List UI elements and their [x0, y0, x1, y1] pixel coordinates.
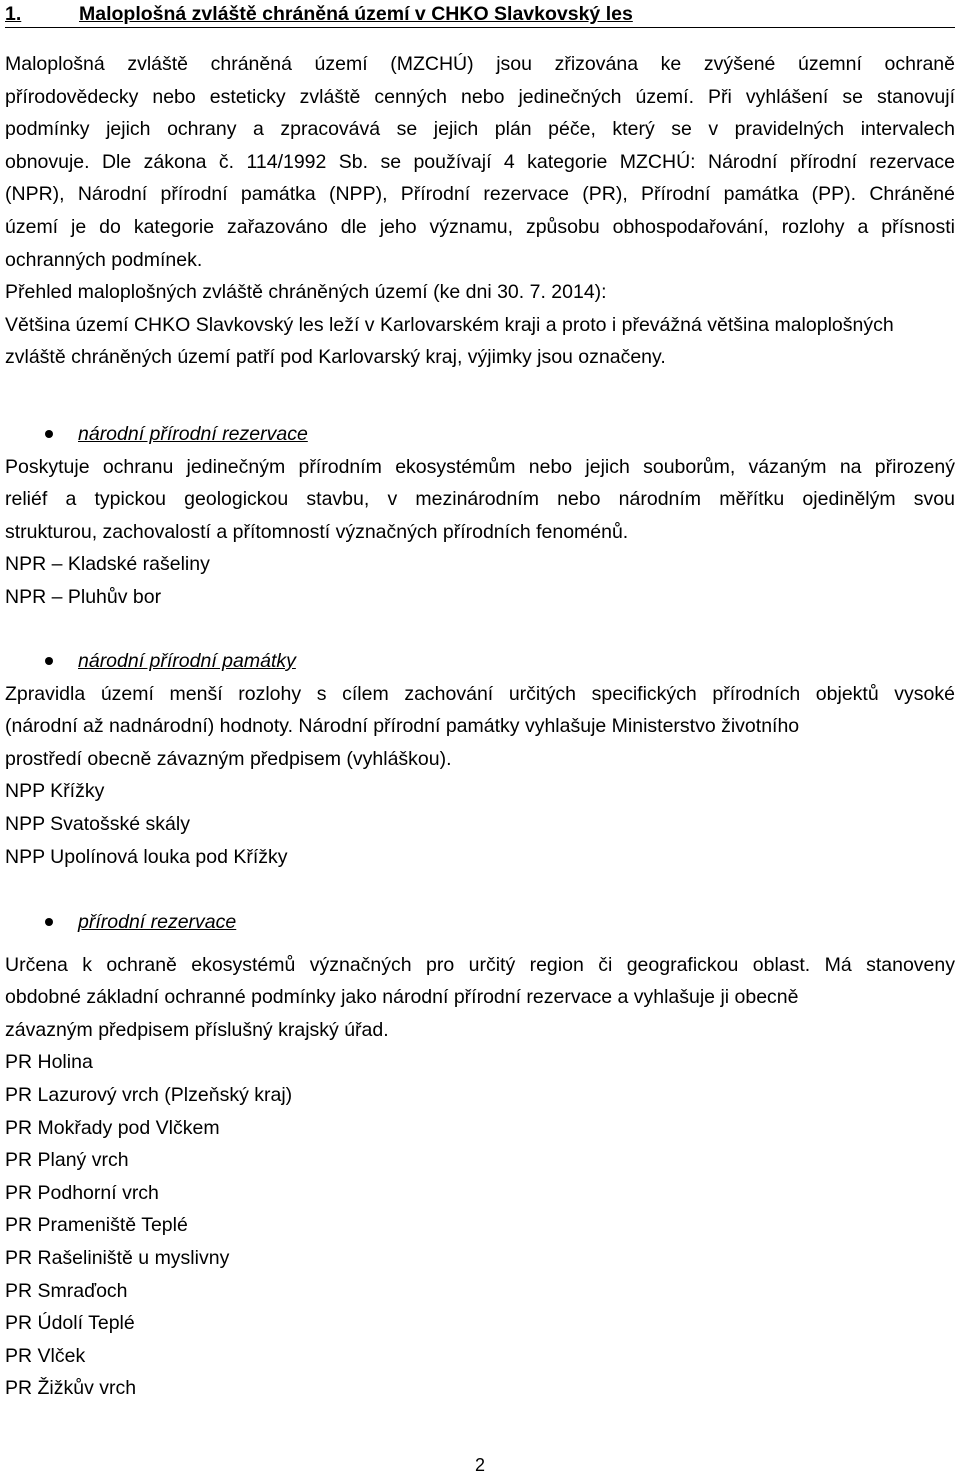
overview-line: Přehled maloplošných zvláště chráněných území (ke dni 30. 7. 2014):: [5, 281, 607, 304]
list-item: NPR – Pluhův bor: [5, 585, 162, 608]
list-item: PR Údolí Teplé: [5, 1312, 135, 1335]
section-title: [5, 418, 955, 451]
description-line: Zpravidla území menší rozlohy s cílem zachování určitých specifických přírodních objektů vysoké: [5, 682, 955, 705]
description-line: (národní až nadnárodní) hodnoty. Národní přírodní památky vyhlašuje Ministerstvo životního: [5, 715, 800, 738]
description-line: závazným předpisem příslušný krajský úřad.: [5, 1018, 389, 1041]
section-title-label: národní přírodní rezervace: [78, 423, 308, 445]
list-item: NPR – Kladské rašeliny: [5, 553, 210, 576]
list-item: PR Podhorní vrch: [5, 1181, 159, 1204]
heading-title: Maloplošná zvláště chráněná území v CHKO Slavkovský les: [79, 3, 633, 25]
section-title-label: národní přírodní památky: [78, 650, 296, 672]
section-heading: [5, 1, 955, 28]
note-line: Většina území CHKO Slavkovský les leží v Karlovarském kraji a proto i převážná většina maloplošných: [5, 313, 894, 336]
intro-line: ochranných podmínek.: [5, 248, 203, 271]
section-title: [5, 906, 955, 939]
list-item: NPP Svatošské skály: [5, 812, 190, 835]
list-item: PR Žižkův vrch: [5, 1377, 137, 1400]
list-item: PR Rašeliniště u myslivny: [5, 1246, 230, 1269]
intro-block: [5, 48, 955, 374]
description-line: obdobné základní ochranné podmínky jako národní přírodní rezervace a vyhlašuje ji obecně: [5, 986, 799, 1009]
list-item: PR Mokřady pod Vlčkem: [5, 1116, 220, 1139]
description-line: strukturou, zachovalostí a přítomností význačných přírodních fenoménů.: [5, 520, 629, 543]
section-npr: [5, 418, 955, 614]
bullet-icon: [45, 918, 53, 926]
list-item: NPP Křížky: [5, 780, 105, 803]
section-pr: [5, 906, 955, 1405]
list-item: PR Vlček: [5, 1344, 86, 1367]
heading-number: 1.: [5, 3, 22, 25]
description-line: prostředí obecně závazným předpisem (vyhláškou).: [5, 747, 452, 770]
bullet-icon: [45, 430, 53, 438]
list-item: NPP Upolínová louka pod Křížky: [5, 845, 288, 868]
section-npp: [5, 645, 955, 873]
intro-line: území je do kategorie zařazováno dle jeho významu, způsobu obhospodařování, rozlohy a přísnosti: [5, 215, 955, 238]
description-line: Určena k ochraně ekosystémů význačných pro určitý region či geografickou oblast. Má stanoveny: [5, 953, 955, 976]
intro-line: Maloplošná zvláště chráněná území (MZCHÚ) jsou zřizována ke zvýšené územní ochraně: [5, 53, 955, 75]
note-line: zvláště chráněných území patří pod Karlovarský kraj, výjimky jsou označeny.: [5, 346, 666, 369]
intro-line: podmínky jejich ochrany a zpracovává se jejich plán péče, který se v pravidelných intervalech: [5, 118, 955, 141]
section-title: [5, 645, 955, 678]
page-number: 2: [474, 1455, 485, 1475]
intro-line: (NPR), Národní přírodní památka (NPP), Přírodní rezervace (PR), Přírodní památka (PP). Chráněné: [5, 183, 955, 206]
intro-line: přírodovědecky nebo esteticky zvláště cenných nebo jedinečných území. Při vyhlášení se stanovují: [5, 85, 955, 108]
list-item: PR Lazurový vrch (Plzeňský kraj): [5, 1083, 293, 1106]
section-title-label: přírodní rezervace: [78, 911, 237, 933]
list-item: PR Holina: [5, 1051, 93, 1074]
description-line: reliéf a typickou geologickou stavbu, v mezinárodním nebo národním měřítku ojedinělým svou: [5, 488, 955, 511]
description-line: Poskytuje ochranu jedinečným přírodním ekosystémům nebo jejich souborům, vázaným na přirozený: [5, 455, 955, 478]
list-item: PR Planý vrch: [5, 1149, 129, 1172]
list-item: PR Smraďoch: [5, 1279, 128, 1302]
intro-line: obnovuje. Dle zákona č. 114/1992 Sb. se používají 4 kategorie MZCHÚ: Národní přírodní rezervace: [5, 150, 955, 173]
bullet-icon: [45, 657, 53, 665]
list-item: PR Prameniště Teplé: [5, 1214, 188, 1237]
